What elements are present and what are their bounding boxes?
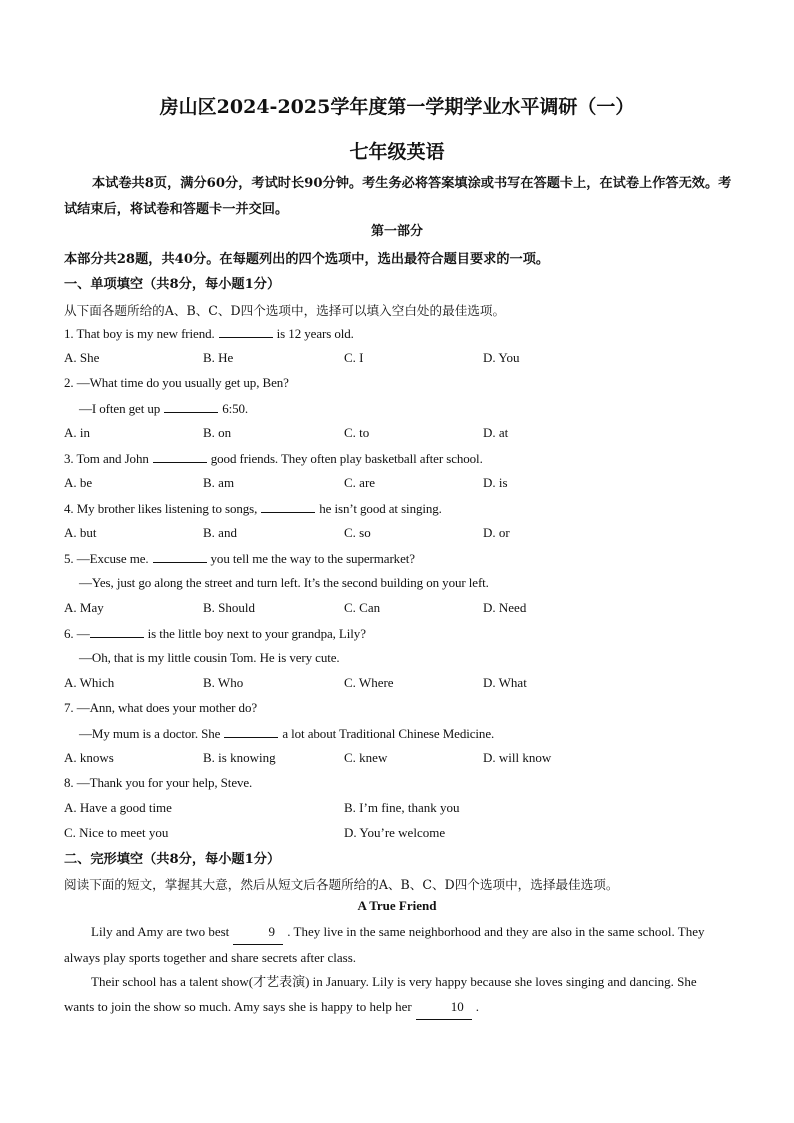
question-2-pre: —I often get up	[79, 401, 161, 416]
part-description: 本部分共28题，共40分。在每题列出的四个选项中，选出最符合题目要求的一项。	[64, 252, 550, 267]
question-2-line2	[79, 400, 248, 417]
q1-option-c: C. I	[344, 350, 364, 365]
question-6-pre: 6. —	[64, 626, 90, 641]
q5-option-c: C. Can	[344, 600, 381, 615]
cloze-blank-9: 9	[233, 919, 283, 945]
q1-option-d: D. You	[483, 350, 520, 365]
question-5-post: you tell me the way to the supermarket?	[210, 551, 415, 566]
q5-option-d: D. Need	[483, 600, 527, 615]
passage-paragraph-2	[64, 969, 730, 1020]
question-2-post: 6:50.	[222, 401, 249, 416]
question-3-pre: 3. Tom and John	[64, 451, 149, 466]
question-7-line2	[79, 725, 494, 742]
passage-paragraph-1	[64, 919, 730, 970]
question-8-line1: 8. —Thank you for your help, Steve.	[64, 775, 253, 790]
answer-blank	[90, 625, 144, 638]
q2-option-a: A. in	[64, 425, 90, 440]
paragraph-2-post: .	[475, 999, 479, 1014]
q7-option-d: D. will know	[483, 750, 552, 765]
question-1	[64, 325, 354, 342]
exam-intro: 本试卷共8页，满分60分，考试时长90分钟。考生务必将答案填涂或书写在答题卡上，在试卷上作答无效。考试结束后，将试卷和答题卡一并交回。	[64, 176, 732, 217]
q3-option-a: A. be	[64, 475, 93, 490]
section2-instruction: 阅读下面的短文，掌握其大意，然后从短文后各题所给的A、B、C、D四个选项中，选择最佳选项。	[64, 877, 619, 892]
answer-blank	[261, 500, 315, 513]
question-3-post: good friends. They often play basketball after school.	[210, 451, 483, 466]
paragraph-2-pre: Their school has a talent show(才艺表演) in January. Lily is very happy because she loves singing and dancing. She wants to join the show so much. Amy says she is happy to help her	[64, 974, 697, 1014]
answer-blank	[153, 450, 207, 463]
section2-heading: 二、完形填空（共8分，每小题1分）	[64, 852, 281, 867]
question-5-line2: —Yes, just go along the street and turn left. It’s the second building on your left.	[79, 575, 489, 590]
part-heading: 第一部分	[370, 224, 423, 239]
q3-option-c: C. are	[344, 475, 376, 490]
exam-title: 房山区2024-2025学年度第一学期学业水平调研（一）	[159, 96, 635, 118]
paragraph-1-post: . They live in the same neighborhood and they are also in the same school. They always play sports together and share secrets after class.	[64, 924, 705, 965]
q3-option-b: B. am	[203, 475, 235, 490]
answer-blank	[219, 325, 273, 338]
q2-option-d: D. at	[483, 425, 509, 440]
q2-option-b: B. on	[203, 425, 232, 440]
q8-option-a: A. Have a good time	[64, 800, 172, 815]
q1-option-b: B. He	[203, 350, 234, 365]
q4-option-c: C. so	[344, 525, 371, 540]
q6-option-a: A. Which	[64, 675, 115, 690]
q1-option-a: A. She	[64, 350, 100, 365]
q4-option-d: D. or	[483, 525, 510, 540]
question-6-line2: —Oh, that is my little cousin Tom. He is very cute.	[79, 650, 340, 665]
q7-option-b: B. is knowing	[203, 750, 276, 765]
question-2-line1: 2. —What time do you usually get up, Ben?	[64, 375, 289, 390]
q4-option-a: A. but	[64, 525, 97, 540]
exam-subtitle: 七年级英语	[349, 141, 445, 163]
q7-option-a: A. knows	[64, 750, 114, 765]
q6-option-d: D. What	[483, 675, 527, 690]
q6-option-b: B. Who	[203, 675, 244, 690]
question-6-line1	[64, 625, 366, 642]
answer-blank	[153, 550, 207, 563]
cloze-blank-10: 10	[416, 994, 472, 1020]
question-7-line1: 7. —Ann, what does your mother do?	[64, 700, 258, 715]
q6-option-c: C. Where	[344, 675, 394, 690]
q7-option-c: C. knew	[344, 750, 388, 765]
q8-option-b: B. I’m fine, thank you	[344, 800, 460, 815]
q5-option-a: A. May	[64, 600, 104, 615]
question-1-post: is 12 years old.	[276, 326, 354, 341]
question-3	[64, 450, 483, 467]
q5-option-b: B. Should	[203, 600, 256, 615]
paragraph-1-pre: Lily and Amy are two best	[91, 924, 230, 939]
q8-option-c: C. Nice to meet you	[64, 825, 169, 840]
passage-title: A True Friend	[357, 898, 437, 913]
section1-heading: 一、单项填空（共8分，每小题1分）	[64, 277, 281, 292]
question-7-post: a lot about Traditional Chinese Medicine.	[282, 726, 495, 741]
question-4	[64, 500, 442, 517]
q4-option-b: B. and	[203, 525, 237, 540]
question-4-post: he isn’t good at singing.	[319, 501, 442, 516]
q8-option-d: D. You’re welcome	[344, 825, 446, 840]
question-7-pre: —My mum is a doctor. She	[79, 726, 221, 741]
question-5-line1	[64, 550, 415, 567]
question-4-pre: 4. My brother likes listening to songs,	[64, 501, 258, 516]
q2-option-c: C. to	[344, 425, 370, 440]
question-6-post: is the little boy next to your grandpa, Lily?	[147, 626, 366, 641]
answer-blank	[224, 725, 278, 738]
question-1-pre: 1. That boy is my new friend.	[64, 326, 215, 341]
answer-blank	[164, 400, 218, 413]
section1-instruction: 从下面各题所给的A、B、C、D四个选项中，选择可以填入空白处的最佳选项。	[64, 303, 506, 318]
question-5-pre: 5. —Excuse me.	[64, 551, 149, 566]
q3-option-d: D. is	[483, 475, 508, 490]
